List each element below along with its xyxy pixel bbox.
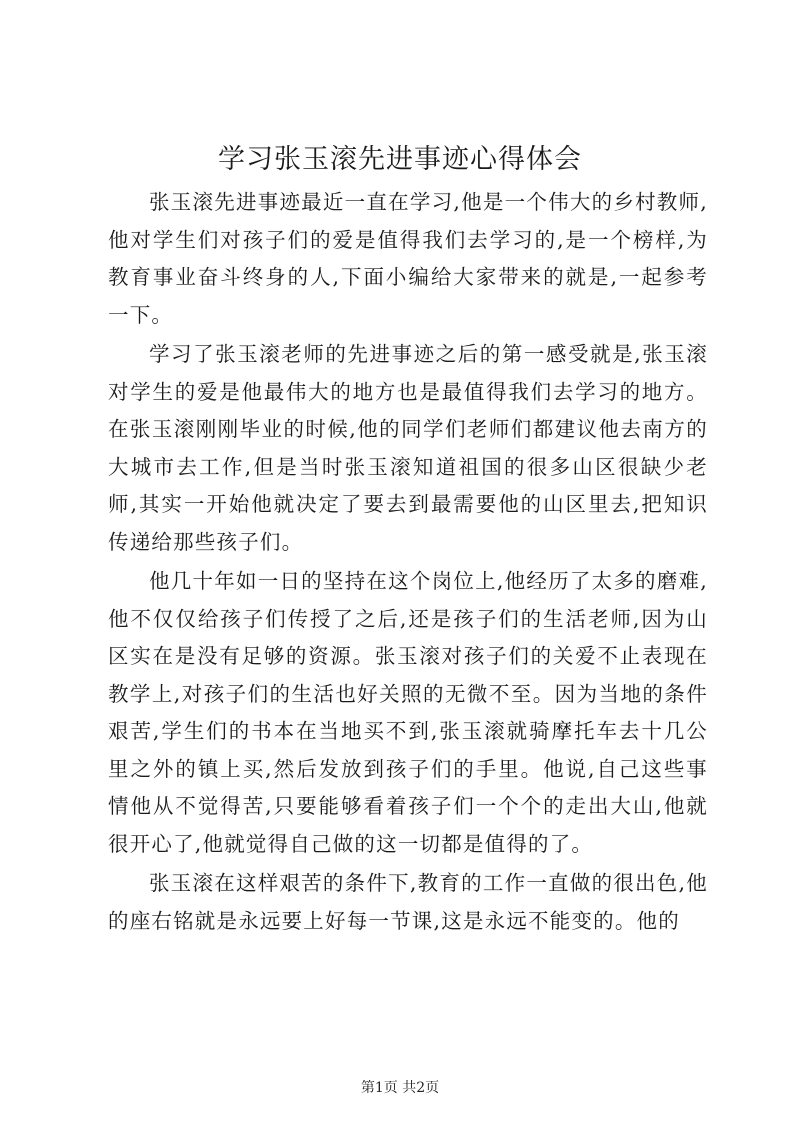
page-title: 学习张玉滚先进事迹心得体会 <box>218 144 582 175</box>
paragraph-2: 学习了张玉滚老师的先进事迹之后的第一感受就是,张玉滚对学生的爱是他最伟大的地方也是最值得我们去学习的地方。在张玉滚刚刚毕业的时候,他的同学们老师们都建议他去南方的大城市去工作,但是当时张玉滚知道祖国的很多山区很缺少老师,其实一开始他就决定了要去到最需要他的山区里去,把知识传递给那些孩子们。 <box>108 342 708 554</box>
page-footer <box>0 1078 800 1098</box>
document-body <box>108 184 708 942</box>
paragraph-1: 张玉滚先进事迹最近一直在学习,他是一个伟大的乡村教师,他对学生们对孩子们的爱是值得我们去学习的,是一个榜样,为教育事业奋斗终身的人,下面小编给大家带来的就是,一起参考一下。 <box>108 190 708 327</box>
paragraph-3: 他几十年如一日的坚持在这个岗位上,他经历了太多的磨难,他不仅仅给孩子们传授了之后,还是孩子们的生活老师,因为山区实在是没有足够的资源。张玉滚对孩子们的关爱不止表现在教学上,对孩子们的生活也好关照的无微不至。因为当地的条件艰苦,学生们的书本在当地买不到,张玉滚就骑摩托车去十几公里之外的镇上买,然后发放到孩子们的手里。他说,自己这些事情他从不觉得苦,只要能够看着孩子们一个个的走出大山,他就很开心了,他就觉得自己做的这一切都是值得的了。 <box>108 569 708 856</box>
page-indicator: 第1页 共2页 <box>360 1080 440 1096</box>
paragraph-4: 张玉滚在这样艰苦的条件下,教育的工作一直做的很出色,他的座右铭就是永远要上好每一节课,这是永远不能变的。他的 <box>108 871 708 933</box>
